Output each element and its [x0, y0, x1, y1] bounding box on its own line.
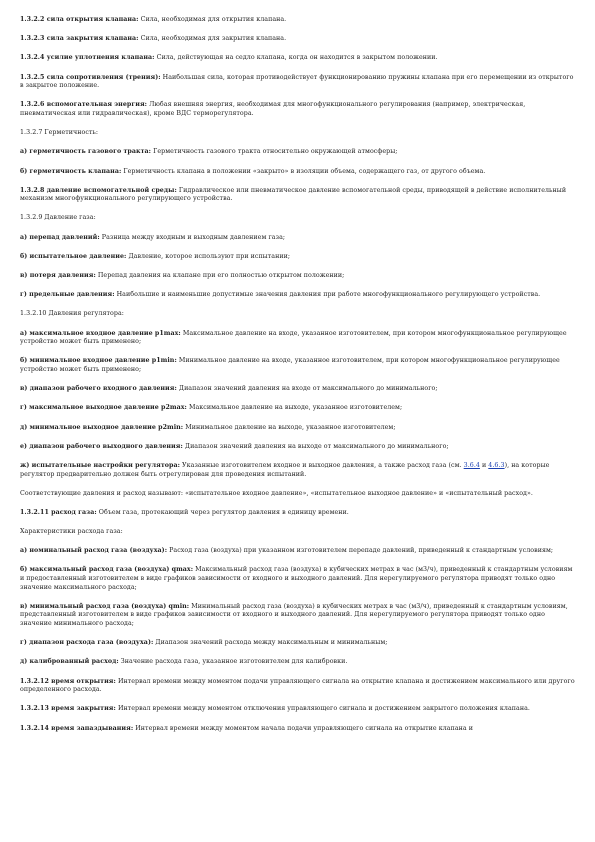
term-label: 1.3.2.11 расход газа: [20, 508, 97, 516]
term-label: а) перепад давлений: [20, 233, 100, 241]
term-label: г) максимальное выходное давление p2max: [20, 404, 187, 412]
term-label: 1.3.2.4 усилие уплотнения клапана: [20, 54, 155, 62]
paragraph [20, 330, 576, 347]
term-label: в) минимальный расход газа (воздуха) qmin: [20, 602, 190, 610]
term-label: 1.3.2.6 вспомогательная энергия: [20, 101, 148, 109]
paragraph [20, 74, 576, 91]
paragraph [20, 187, 576, 204]
term-label: 1.3.2.13 время закрытия: [20, 705, 116, 713]
paragraph-text: ), на которые регулятор предварительно должен быть отрегулирован для проведения испытаний. [20, 461, 550, 478]
paragraph [20, 462, 576, 479]
paragraph-text: Разница между входным и выходным давлением газа; [99, 233, 286, 241]
paragraph-text: Объем газа, протекающий через регулятор давления в единицу времени. [96, 508, 349, 516]
term-label: ж) испытательные настройки регулятора: [20, 461, 180, 469]
term-label: 1.3.2.12 время открытия: [20, 677, 116, 685]
paragraph-text: Диапазон значений давления на входе от максимального до минимального; [176, 385, 438, 393]
paragraph-text: Сила, необходимая для открытия клапана. [138, 16, 287, 23]
paragraph [20, 490, 576, 499]
paragraph-text: Герметичность клапана в положении «закрыто» в изоляции объема, содержащего газ, от другого объема. [121, 167, 486, 175]
term-label: е) диапазон рабочего выходного давления: [20, 442, 183, 450]
paragraph-text: Давление, которое используют при испытании; [126, 252, 290, 260]
paragraph-text: Расход газа (воздуха) при указанном изготовителем перепаде давлений, приведенный к стандартным условиям; [167, 547, 554, 555]
term-label: 1.3.2.5 сила сопротивления (трения): [20, 73, 161, 81]
paragraph [20, 385, 576, 394]
paragraph [20, 291, 576, 300]
section-link[interactable]: 3.6.4 [463, 461, 480, 469]
paragraph-text: Наибольшая сила, которая противодействует функционированию пружины клапана при его перемещении из открытого в закрытое положение. [20, 73, 574, 90]
paragraph-text: Диапазон значений расхода между максимальным и минимальным; [153, 639, 388, 647]
paragraph-text: Максимальное давление на выходе, указанное изготовителем; [186, 404, 403, 412]
term-label: в) диапазон рабочего входного давления: [20, 385, 177, 393]
term-label: 1.3.2.3 сила закрытия клапана: [20, 35, 139, 43]
paragraph [20, 310, 576, 319]
paragraph [20, 705, 576, 714]
term-label: б) минимальное входное давление p1min: [20, 357, 177, 365]
paragraph [20, 148, 576, 157]
paragraph-text: Герметичность газового тракта относительно окружающей атмосферы; [151, 148, 398, 156]
paragraph [20, 725, 576, 734]
term-label: а) номинальный расход газа (воздуха): [20, 547, 168, 555]
paragraph-text: Наибольшие и наименьшие допустимые значения давления при работе многофункционального регулирующего устройства. [114, 291, 541, 299]
paragraph [20, 639, 576, 648]
term-label: б) испытательное давление: [20, 252, 127, 260]
paragraph [20, 603, 576, 629]
paragraph-text: Минимальное давление на входе, указанное изготовителем, при котором многофункциональное регулирующее устройство может быть применено; [20, 357, 560, 373]
term-label: б) герметичность клапана: [20, 167, 122, 175]
term-label: 1.3.2.2 сила открытия клапана: [20, 16, 139, 23]
paragraph-text: Минимальный расход газа (воздуха) в кубических метрах в час (м3/ч), приведенный к стандартным условиям, представленный изготовителем в виде графиков зависимости от входного и выходного давлений. Для нерегулируемого регулятора приводят только одно значение минимального расхода; [20, 602, 568, 627]
paragraph-text: 1.3.2.9 Давление газа: [20, 214, 96, 222]
paragraph [20, 509, 576, 518]
paragraph [20, 424, 576, 433]
paragraph [20, 214, 576, 223]
paragraph [20, 168, 576, 177]
term-label: б) максимальный расход газа (воздуха) qmax: [20, 566, 194, 574]
paragraph-text: Интервал времени между моментом подачи управляющего сигнала на открытие клапана и достижением максимального или другого определенного расхода. [20, 677, 575, 694]
paragraph-text: Характеристики расхода газа: [20, 528, 123, 536]
section-link[interactable]: 4.6.3 [488, 461, 505, 469]
document-body [20, 16, 576, 744]
paragraph-text: Любая внешняя энергия, необходимая для многофункционального регулирования (например, электрическая, пневматическая или гидравлическая), кроме ВДС терморегулятора. [20, 101, 526, 117]
paragraph-text: Сила, необходимая для закрытия клапана. [138, 35, 287, 43]
paragraph [20, 101, 576, 118]
paragraph-text: Интервал времени между моментом начала подачи управляющего сигнала на открытие клапана и [133, 724, 473, 732]
paragraph [20, 566, 576, 592]
term-label: г) предельные давления: [20, 291, 115, 299]
paragraph [20, 443, 576, 452]
term-label: д) минимальное выходное давление p2min: [20, 423, 184, 431]
paragraph [20, 54, 576, 63]
paragraph-text: Указанные изготовителем входное и выходное давления, а также расход газа (см. [180, 461, 464, 469]
paragraph-text: Перепад давления на клапане при его полностью открытом положении; [95, 272, 345, 280]
paragraph-text: 1.3.2.7 Герметичность: [20, 129, 99, 137]
paragraph-text: Диапазон значений давления на выходе от максимального до минимального; [182, 442, 449, 450]
paragraph [20, 129, 576, 138]
term-label: д) калиброванный расход: [20, 658, 119, 666]
term-label: а) герметичность газового тракта: [20, 148, 152, 156]
paragraph [20, 253, 576, 262]
paragraph-text: Максимальный расход газа (воздуха) в кубических метрах в час (м3/ч), приведенный к стандартным условиям и предоставленный изготовителем в виде графиков зависимости от входного и выходного давлений. Для нерегулируемого регулятора приводят только одно значение максимального расхода; [20, 566, 573, 591]
paragraph-text: Максимальное давление на входе, указанное изготовителем, при котором многофункциональное регулирующее устройство может быть применено; [20, 329, 567, 346]
paragraph [20, 357, 576, 374]
paragraph-text: Интервал времени между моментом отключения управляющего сигнала и достижением закрытого положения клапана. [115, 705, 530, 713]
paragraph [20, 547, 576, 556]
paragraph-text: 1.3.2.10 Давления регулятора: [20, 310, 124, 318]
paragraph [20, 272, 576, 281]
term-label: 1.3.2.8 давление вспомогательной среды: [20, 186, 177, 194]
term-label: г) диапазон расхода газа (воздуха): [20, 639, 154, 647]
paragraph [20, 404, 576, 413]
paragraph-text: Соответствующие давления и расход называют: «испытательное входное давление», «испытательное выходное давление» и «испытательный расход». [20, 489, 533, 497]
paragraph-text: Значение расхода газа, указанное изготовителем для калибровки. [118, 658, 348, 666]
paragraph-text: и [479, 461, 489, 469]
paragraph [20, 528, 576, 537]
paragraph [20, 35, 576, 44]
term-label: в) потеря давления: [20, 272, 96, 280]
term-label: 1.3.2.14 время запаздывания: [20, 724, 134, 732]
paragraph [20, 658, 576, 667]
paragraph-text: Сила, действующая на седло клапана, когда он находится в закрытом положении. [154, 54, 438, 62]
paragraph [20, 678, 576, 695]
paragraph-text: Гидравлическое или пневматическое давление вспомогательной среды, приводящей в действие исполнительный механизм многофункционального регулирующего устройства. [20, 186, 567, 203]
paragraph-text: Минимальное давление на выходе, указанное изготовителем; [183, 423, 396, 431]
term-label: а) максимальное входное давление p1max: [20, 329, 181, 337]
paragraph [20, 16, 576, 25]
paragraph [20, 234, 576, 243]
